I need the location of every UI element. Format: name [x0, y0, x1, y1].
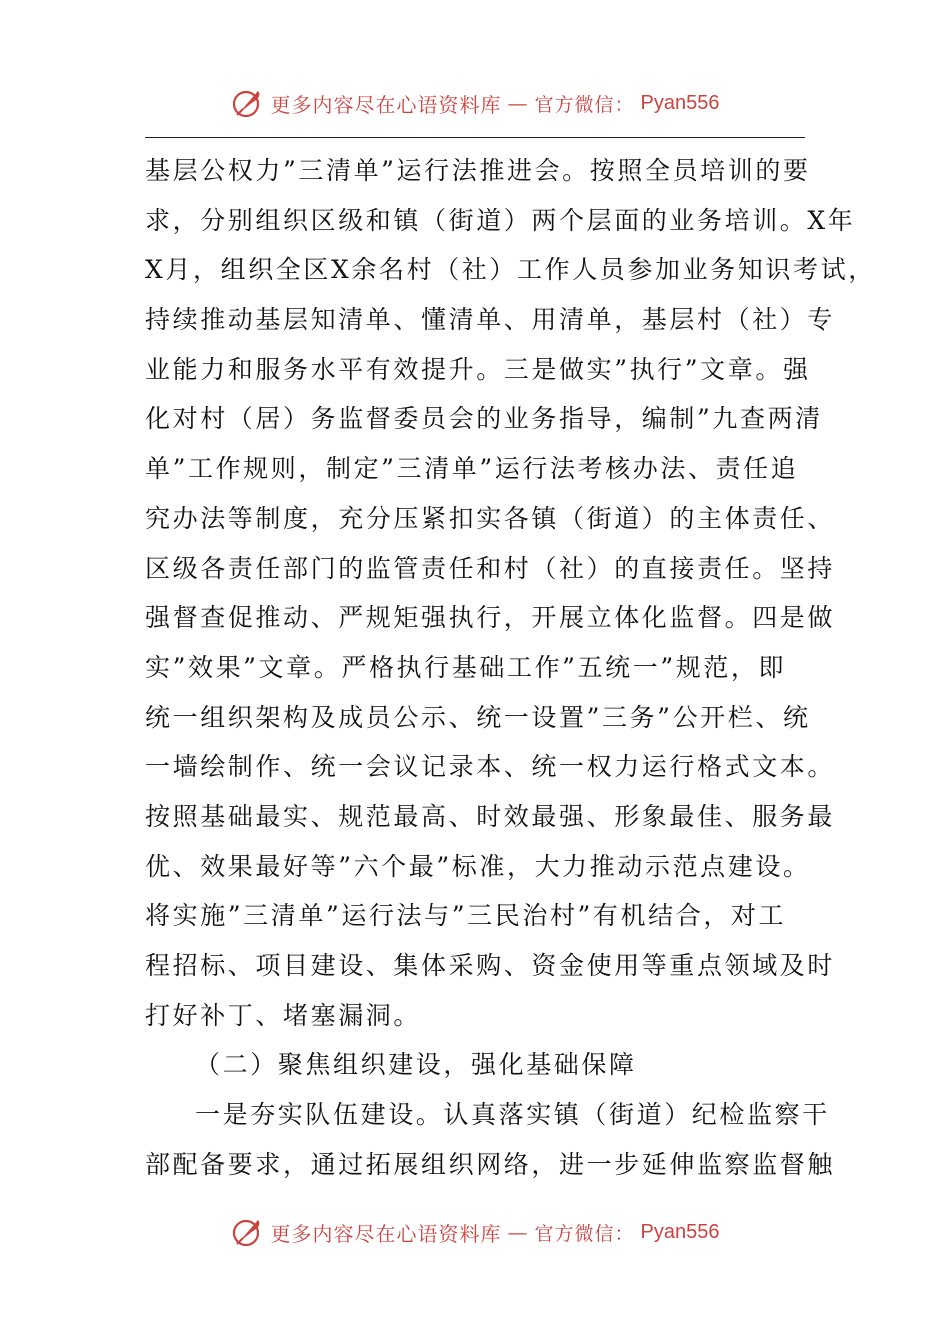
footer-wechat-id: Pyan556 — [640, 1220, 720, 1243]
feather-quill-icon — [231, 86, 265, 120]
body-line: 部配备要求，通过拓展组织网络，进一步延伸监察监督触 — [145, 1149, 836, 1179]
section-heading: （二）聚焦组织建设，强化基础保障 — [195, 1050, 637, 1080]
body-line: 统一组织架构及成员公示、统一设置”三务”公开栏、统 — [145, 702, 811, 732]
body-line: 实”效果”文章。严格执行基础工作”五统一”规范，即 — [145, 652, 787, 682]
body-line: 优、效果最好等”六个最”标准，大力推动示范点建设。 — [145, 851, 811, 881]
header-site-text: 更多内容尽在心语资料库 — [270, 92, 502, 117]
footer-dash: — — [507, 1220, 529, 1244]
header-watermark-banner — [0, 83, 950, 123]
body-line: 按照基础最实、规范最高、时效最强、形象最佳、服务最 — [145, 801, 836, 831]
feather-quill-icon — [231, 1215, 265, 1249]
header-dash: — — [507, 91, 529, 115]
body-line: 持续推动基层知清单、懂清单、用清单，基层村（社）专 — [145, 305, 836, 335]
body-line: 程招标、项目建设、集体采购、资金使用等重点领域及时 — [145, 951, 836, 980]
header-wechat-label: 官方微信： — [534, 93, 635, 116]
body-line: 打好补丁、堵塞漏洞。 — [145, 1000, 422, 1030]
body-line: 业能力和服务水平有效提升。三是做实”执行”文章。强 — [145, 354, 811, 384]
body-line: 求，分别组织区级和镇（街道）两个层面的业务培训。X年 — [145, 205, 856, 235]
footer-wechat-label: 官方微信： — [534, 1222, 635, 1245]
footer-site-text: 更多内容尽在心语资料库 — [270, 1221, 502, 1246]
body-line: 一墙绘制作、统一会议记录本、统一权力运行格式文本。 — [145, 752, 836, 782]
header-wechat-id: Pyan556 — [640, 91, 720, 114]
body-line: 一是夯实队伍建设。认真落实镇（街道）纪检监察干 — [195, 1100, 830, 1130]
document-body — [145, 146, 876, 1189]
header-divider — [145, 137, 805, 138]
body-line: 区级各责任部门的监管责任和村（社）的直接责任。坚持 — [145, 553, 836, 583]
body-line: 将实施”三清单”运行法与”三民治村”有机结合，对工 — [145, 901, 787, 931]
body-line: 究办法等制度，充分压紧扣实各镇（街道）的主体责任、 — [145, 503, 836, 533]
body-line: 化对村（居）务监督委员会的业务指导，编制”九查两清 — [145, 404, 823, 434]
body-line: 单”工作规则，制定”三清单”运行法考核办法、责任追 — [145, 454, 799, 484]
body-line: 基层公权力”三清单”运行法推进会。按照全员培训的要 — [145, 156, 811, 185]
footer-watermark-banner — [0, 1212, 950, 1252]
body-line: X月，组织全区X余名村（社）工作人员参加业务知识考试， — [145, 255, 876, 285]
body-line: 强督查促推动、严规矩强执行，开展立体化监督。四是做 — [145, 603, 836, 633]
